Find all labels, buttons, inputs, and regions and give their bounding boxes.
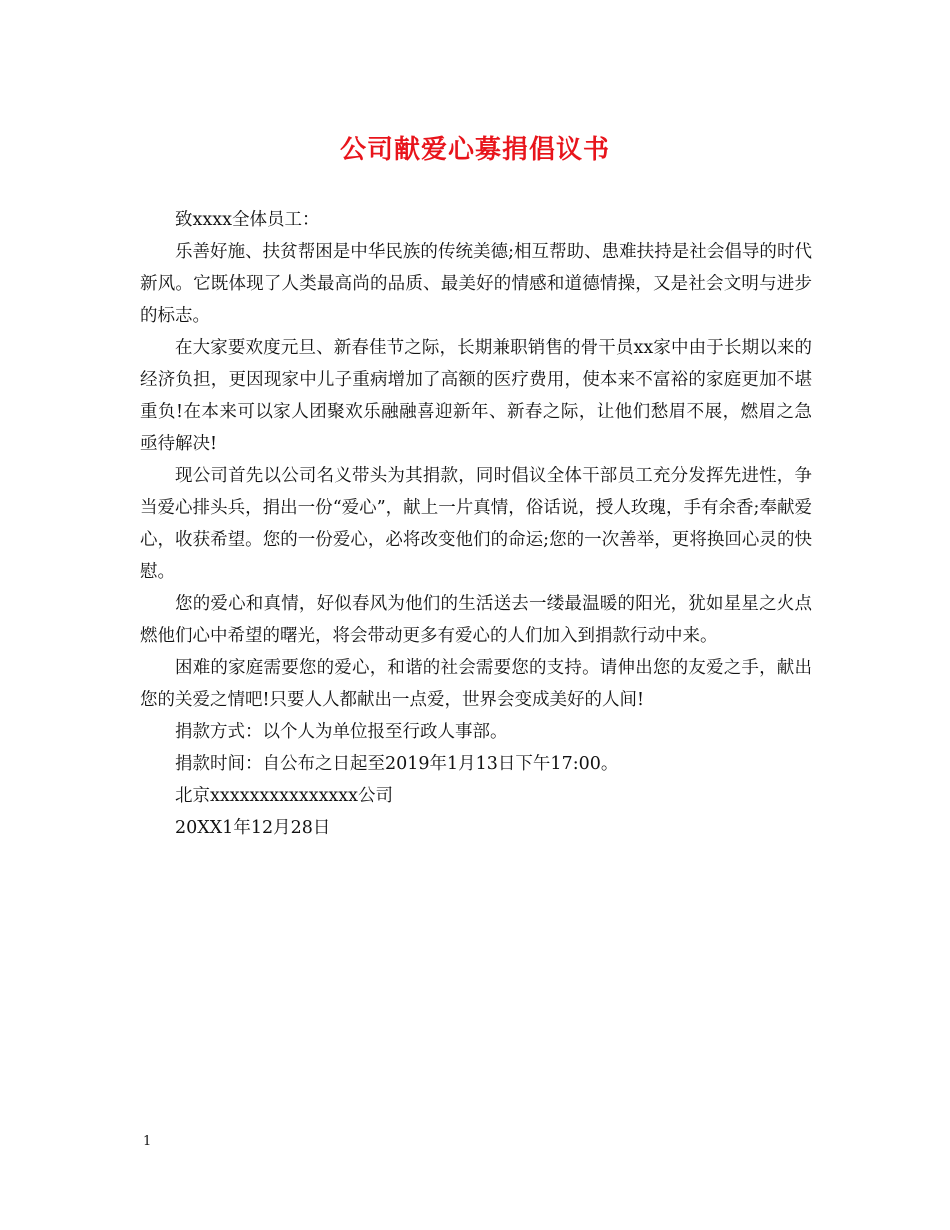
document-body — [140, 204, 812, 844]
paragraph-call: 困难的家庭需要您的爱心，和谐的社会需要您的支持。请伸出您的友爱之手，献出您的关爱之情吧!只要人人都献出一点爱，世界会变成美好的人间! — [140, 658, 812, 710]
donation-method: 捐款方式：以个人为单位报至行政人事部。 — [175, 722, 508, 742]
document-title: 公司献爱心募捐倡议书 — [339, 135, 610, 165]
paragraph-warmth: 您的爱心和真情，好似春风为他们的生活送去一缕最温暖的阳光，犹如星星之火点燃他们心中希望的曙光，将会带动更多有爱心的人们加入到捐款行动中来。 — [140, 594, 812, 646]
paragraph-situation: 在大家要欢度元旦、新春佳节之际，长期兼职销售的骨干员xx家中由于长期以来的经济负担，更因现家中儿子重病增加了高额的医疗费用，使本来不富裕的家庭更加不堪重负!在本来可以家人团聚欢乐融融喜迎新年、新春之际，让他们愁眉不展，燃眉之急亟待解决! — [140, 338, 812, 454]
salutation: 致xxxx全体员工： — [175, 210, 320, 230]
paragraph-appeal: 现公司首先以公司名义带头为其捐款，同时倡议全体干部员工充分发挥先进性，争当爱心排头兵，捐出一份“爱心”，献上一片真情，俗话说，授人玫瑰，手有余香;奉献爱心，收获希望。您的一份爱心，必将改变他们的命运;您的一次善举，更将换回心灵的快慰。 — [140, 466, 812, 582]
signature-company: 北京xxxxxxxxxxxxxxx公司 — [175, 786, 394, 806]
paragraph-virtue: 乐善好施、扶贫帮困是中华民族的传统美德;相互帮助、患难扶持是社会倡导的时代新风。它既体现了人类最高尚的品质、最美好的情感和道德情操，又是社会文明与进步的标志。 — [140, 242, 812, 326]
donation-deadline: 捐款时间：自公布之日起至2019年1月13日下午17:00。 — [175, 754, 619, 774]
signature-date: 20XX1年12月28日 — [175, 818, 331, 838]
page-number: 1 — [143, 1134, 152, 1149]
